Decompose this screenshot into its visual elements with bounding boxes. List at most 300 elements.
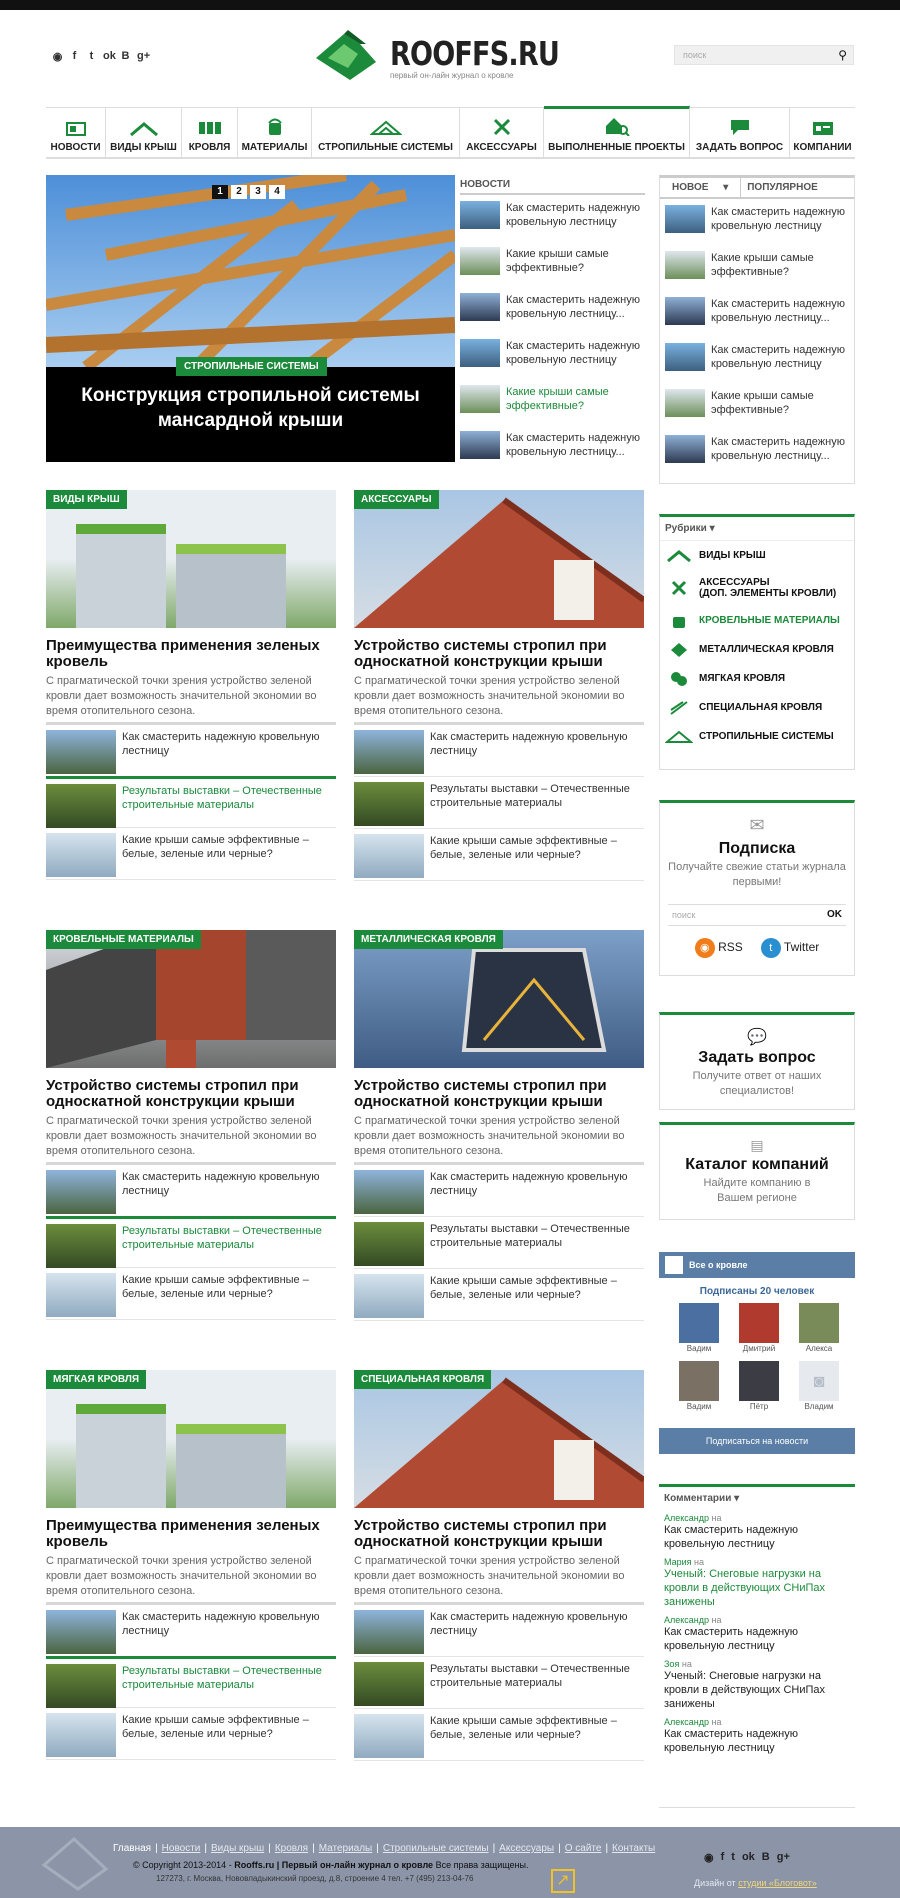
tab-new[interactable] bbox=[660, 178, 741, 197]
facebook-icon[interactable]: f bbox=[72, 50, 77, 62]
social-links bbox=[52, 50, 151, 63]
article-title[interactable]: Устройство системы стропил при односкатной конструкции крыши bbox=[354, 1517, 607, 1550]
related-item[interactable] bbox=[354, 1269, 644, 1321]
comment-author[interactable]: Александр bbox=[664, 1513, 710, 1523]
news-item-text: Как смастерить надежную кровельную лестницу bbox=[506, 202, 640, 228]
footer-separator: | bbox=[492, 1843, 496, 1854]
slider-page[interactable]: 3 bbox=[250, 185, 266, 199]
metal-icon bbox=[665, 641, 693, 659]
footer-link[interactable]: Аксессуары bbox=[499, 1843, 555, 1854]
footer-link[interactable]: Материалы bbox=[318, 1843, 373, 1854]
related-item[interactable] bbox=[46, 1165, 336, 1217]
article-image[interactable] bbox=[46, 930, 336, 1068]
related-item[interactable] bbox=[46, 1268, 336, 1320]
slider-caption[interactable]: Конструкция стропильной системы мансардной крыши bbox=[81, 385, 420, 431]
list-item[interactable] bbox=[660, 429, 854, 475]
article-category[interactable]: КРОВЕЛЬНЫЕ МАТЕРИАЛЫ bbox=[46, 930, 201, 949]
rubric-item[interactable] bbox=[660, 570, 854, 606]
avatar bbox=[739, 1361, 779, 1401]
odnoklassniki-icon[interactable]: ok bbox=[741, 1851, 755, 1863]
nav-item-accessories[interactable] bbox=[460, 108, 544, 157]
tab-item-text: Как смастерить надежную кровельную лестницу bbox=[711, 206, 845, 232]
rubric-label: АКСЕССУАРЫ bbox=[699, 577, 770, 588]
comment-post[interactable]: Ученый: Снеговые нагрузки на кровли в действующих СНиПах занижены bbox=[664, 1568, 826, 1608]
copyright-prefix: © Copyright 2013-2014 - bbox=[133, 1860, 232, 1870]
chat-icon bbox=[729, 118, 751, 136]
thumbnail bbox=[354, 1170, 424, 1214]
related-text: Результаты выставки – Отечественные строительные материалы bbox=[122, 1225, 322, 1251]
comment-post[interactable]: Как смастерить надежную кровельную лестницу bbox=[664, 1728, 798, 1754]
rubric-label-sub: (ДОП. ЭЛЕМЕНТЫ КРОВЛИ) bbox=[699, 588, 837, 599]
subscribe-form bbox=[668, 904, 846, 926]
comment-meta bbox=[664, 1557, 850, 1567]
envelope-icon: ✉ bbox=[749, 815, 765, 835]
tab-item-text: Как смастерить надежную кровельную лестницу bbox=[711, 344, 845, 370]
comment-item[interactable] bbox=[659, 1714, 855, 1758]
catalog-title: Каталог компаний bbox=[685, 1156, 829, 1173]
related-item[interactable] bbox=[46, 1605, 336, 1657]
copyright-tagline: Первый он-лайн журнал о кровле bbox=[281, 1860, 434, 1870]
comment-on: на bbox=[711, 1615, 722, 1625]
subscribe-title: Подписка bbox=[718, 840, 796, 857]
related-text: Как смастерить надежную кровельную лестницу bbox=[430, 731, 628, 757]
subscribe-email-input[interactable]: поиск bbox=[672, 910, 696, 920]
comment-on: на bbox=[681, 1659, 692, 1669]
comment-author[interactable]: Александр bbox=[664, 1717, 710, 1727]
nav-item-news[interactable] bbox=[46, 108, 106, 157]
green-roof-photo bbox=[46, 490, 336, 628]
related-item[interactable] bbox=[354, 829, 644, 881]
nav-item-companies[interactable] bbox=[790, 108, 855, 157]
thumbnail bbox=[46, 730, 116, 774]
list-item[interactable] bbox=[460, 425, 645, 471]
thumbnail bbox=[46, 1610, 116, 1654]
thumbnail bbox=[46, 1273, 116, 1317]
comment-item[interactable] bbox=[659, 1510, 855, 1554]
feed-links bbox=[660, 938, 854, 958]
footer-separator: | bbox=[268, 1843, 271, 1854]
related-text: Результаты выставки – Отечественные строительные материалы bbox=[430, 1663, 630, 1689]
vk-member-name: Владим bbox=[804, 1402, 834, 1411]
related-text: Какие крыши самые эффективные – белые, зеленые или черные? bbox=[122, 1274, 309, 1300]
thumbnail bbox=[46, 833, 116, 877]
rubric-label: СПЕЦИАЛЬНАЯ КРОВЛЯ bbox=[699, 702, 823, 713]
subscribe-subtitle: Получайте свежие статьи журнала первыми! bbox=[668, 861, 846, 888]
odnoklassniki-icon[interactable]: ok bbox=[103, 50, 116, 62]
related-item[interactable] bbox=[46, 1216, 336, 1268]
rss-icon[interactable]: ◉ bbox=[704, 1852, 714, 1864]
related-item[interactable] bbox=[46, 828, 336, 880]
nav-item-ask-question[interactable] bbox=[690, 108, 790, 157]
vk-subscriber-count: Подписаны 20 человек bbox=[699, 1286, 815, 1297]
chevron-down-icon: ▾ bbox=[734, 1493, 740, 1504]
article-excerpt: С прагматической точки зрения устройство зеленой кровли дает возможность значительной экономии во время отопительного сезона. bbox=[46, 1554, 336, 1605]
rubric-label: ВИДЫ КРЫШ bbox=[699, 550, 766, 561]
list-item[interactable] bbox=[660, 337, 854, 383]
comments-heading bbox=[659, 1487, 855, 1510]
footer-separator: | bbox=[605, 1843, 609, 1854]
footer-logo-icon[interactable] bbox=[40, 1833, 110, 1891]
bucket-icon bbox=[266, 118, 284, 136]
logo-tagline: первый он-лайн журнал о кровле bbox=[390, 71, 514, 80]
google-plus-icon[interactable]: g+ bbox=[137, 50, 151, 62]
comment-on: на bbox=[711, 1717, 722, 1727]
vk-member-name: Алекса bbox=[805, 1344, 833, 1353]
article-excerpt: С прагматической точки зрения устройство зеленой кровли дает возможность значительной экономии во время отопительного сезона. bbox=[46, 674, 336, 725]
nav-item-rafter-systems[interactable] bbox=[312, 108, 460, 157]
rubric-label: КРОВЕЛЬНЫЕ МАТЕРИАЛЫ bbox=[699, 615, 840, 626]
tiles-icon bbox=[198, 120, 222, 136]
vk-member[interactable] bbox=[789, 1303, 849, 1361]
slider-pagination bbox=[212, 185, 285, 199]
green-roof-photo bbox=[46, 1370, 336, 1508]
vk-group-name: Все о кровле bbox=[689, 1260, 748, 1270]
thumbnail bbox=[46, 1713, 116, 1757]
google-plus-icon[interactable]: g+ bbox=[776, 1851, 790, 1863]
footer-link[interactable]: Контакты bbox=[612, 1843, 656, 1854]
search-icon[interactable]: ⚲ bbox=[838, 48, 847, 62]
list-item[interactable] bbox=[660, 245, 854, 291]
comment-meta bbox=[664, 1513, 850, 1523]
search-input[interactable]: поиск bbox=[683, 50, 707, 60]
thumbnail bbox=[665, 297, 705, 325]
rubrics-heading bbox=[660, 517, 854, 541]
related-text: Результаты выставки – Отечественные строительные материалы bbox=[430, 1223, 630, 1249]
vk-member[interactable] bbox=[789, 1361, 849, 1419]
camera-icon: ◙ bbox=[799, 1361, 839, 1401]
nav-label: КРОВЛЯ bbox=[188, 142, 231, 153]
article-title[interactable]: Устройство системы стропил при односкатной конструкции крыши bbox=[46, 1077, 299, 1110]
vk-icon[interactable]: B bbox=[761, 1851, 770, 1863]
footer-link-home[interactable]: Главная bbox=[113, 1843, 152, 1854]
comment-post[interactable]: Как смастерить надежную кровельную лестницу bbox=[664, 1626, 798, 1652]
tools-icon bbox=[493, 118, 511, 136]
id-card-icon bbox=[812, 120, 834, 136]
related-item[interactable] bbox=[46, 725, 336, 777]
comment-post[interactable]: Ученый: Снеговые нагрузки на кровли в действующих СНиПах занижены bbox=[664, 1670, 826, 1710]
vk-member[interactable] bbox=[669, 1361, 729, 1419]
thumbnail bbox=[665, 251, 705, 279]
rubric-item[interactable] bbox=[660, 693, 854, 722]
list-item[interactable] bbox=[660, 291, 854, 337]
article-card[interactable] bbox=[46, 930, 336, 1320]
related-text: Результаты выставки – Отечественные строительные материалы bbox=[122, 785, 322, 811]
copyright-site: Rooffs.ru bbox=[234, 1860, 275, 1870]
logo-house-icon bbox=[314, 30, 378, 82]
related-item[interactable] bbox=[354, 777, 644, 829]
nav-item-roof-types[interactable] bbox=[106, 108, 182, 157]
news-item-text: Какие крыши самые эффективные? bbox=[506, 248, 609, 274]
shingle-icon bbox=[665, 670, 693, 688]
vk-icon[interactable]: B bbox=[121, 50, 130, 62]
twitter-label: Twitter bbox=[783, 940, 820, 955]
news-icon bbox=[66, 122, 86, 136]
article-title[interactable]: Преимущества применения зеленых кровель bbox=[46, 637, 320, 670]
related-text: Какие крыши самые эффективные – белые, зеленые или черные? bbox=[430, 1275, 617, 1301]
article-title[interactable]: Преимущества применения зеленых кровель bbox=[46, 1517, 320, 1550]
comment-author[interactable]: Александр bbox=[664, 1615, 710, 1625]
slider-image bbox=[46, 175, 455, 367]
related-item[interactable] bbox=[354, 1165, 644, 1217]
vk-group-avatar bbox=[665, 1256, 683, 1274]
footer-link[interactable]: О сайте bbox=[564, 1843, 602, 1854]
thumbnail bbox=[354, 1610, 424, 1654]
roof-icon bbox=[129, 122, 159, 136]
slider-page[interactable]: 2 bbox=[231, 185, 247, 199]
slider-page[interactable]: 4 bbox=[269, 185, 285, 199]
twitter-link[interactable] bbox=[761, 938, 819, 958]
twitter-icon[interactable]: t bbox=[731, 1851, 735, 1863]
article-image[interactable] bbox=[46, 1370, 336, 1508]
vk-members bbox=[659, 1303, 855, 1419]
rss-icon[interactable]: ◉ bbox=[52, 51, 63, 63]
rubric-item[interactable] bbox=[660, 722, 854, 751]
thumbnail bbox=[460, 385, 500, 413]
thumbnail bbox=[665, 389, 705, 417]
company-catalog-widget[interactable] bbox=[659, 1122, 855, 1220]
thumbnail bbox=[354, 1714, 424, 1758]
slider-page[interactable]: 1 bbox=[212, 185, 228, 199]
related-text: Как смастерить надежную кровельную лестницу bbox=[430, 1171, 628, 1197]
search-box[interactable] bbox=[674, 45, 854, 65]
comment-author[interactable]: Мария bbox=[664, 1557, 692, 1567]
tab-item-text: Как смастерить надежную кровельную лестницу... bbox=[711, 298, 845, 324]
news-item-text: Какие крыши самые эффективные? bbox=[506, 386, 609, 412]
related-item[interactable] bbox=[46, 776, 336, 828]
related-item[interactable] bbox=[354, 1709, 644, 1761]
related-text: Какие крыши самые эффективные – белые, зеленые или черные? bbox=[430, 835, 617, 861]
thumbnail bbox=[460, 339, 500, 367]
related-item[interactable] bbox=[354, 1217, 644, 1269]
tab-item-text: Какие крыши самые эффективные? bbox=[711, 390, 814, 416]
tab-popular[interactable]: ПОПУЛЯРНОЕ bbox=[747, 182, 818, 193]
article-image[interactable] bbox=[46, 490, 336, 628]
slider-category[interactable]: СТРОПИЛЬНЫЕ СИСТЕМЫ bbox=[176, 357, 327, 376]
news-item-text: Как смастерить надежную кровельную лестницу bbox=[506, 340, 640, 366]
related-text: Какие крыши самые эффективные – белые, зеленые или черные? bbox=[122, 1714, 309, 1740]
related-text: Как смастерить надежную кровельную лестницу bbox=[122, 731, 320, 757]
list-item[interactable] bbox=[460, 287, 645, 333]
related-item[interactable] bbox=[354, 1657, 644, 1709]
facebook-icon[interactable]: f bbox=[720, 1851, 725, 1863]
footer-links bbox=[113, 1843, 655, 1854]
ask-title: Задать вопрос bbox=[698, 1049, 816, 1066]
footer-link[interactable]: Виды крыш bbox=[211, 1843, 265, 1854]
chevron-down-icon: ▾ bbox=[723, 182, 729, 193]
thumbnail bbox=[354, 782, 424, 826]
vk-member[interactable] bbox=[729, 1303, 789, 1361]
article-category[interactable]: ВИДЫ КРЫШ bbox=[46, 490, 127, 509]
logo-name: ROOFFS.RU bbox=[390, 34, 560, 73]
thumbnail bbox=[46, 784, 116, 828]
footer-copyright bbox=[133, 1860, 529, 1870]
related-text: Какие крыши самые эффективные – белые, зеленые или черные? bbox=[122, 834, 309, 860]
thumbnail bbox=[46, 1170, 116, 1214]
news-item-text: Как смастерить надежную кровельную лестницу... bbox=[506, 294, 640, 320]
list-item[interactable] bbox=[660, 199, 854, 245]
main-nav bbox=[46, 107, 855, 159]
rafter-icon bbox=[370, 120, 402, 136]
comment-post[interactable]: Как смастерить надежную кровельную лестницу bbox=[664, 1524, 798, 1550]
house-search-icon bbox=[604, 116, 630, 136]
roof-materials-photo bbox=[46, 930, 336, 1068]
chat-icon: 💬 bbox=[747, 1029, 767, 1046]
nav-label: КОМПАНИИ bbox=[793, 142, 852, 153]
vk-subscribe-button[interactable]: Подписаться на новости bbox=[659, 1428, 855, 1454]
nav-item-completed-projects[interactable] bbox=[544, 106, 690, 157]
article-card[interactable] bbox=[354, 930, 644, 1321]
rubric-item[interactable] bbox=[660, 664, 854, 693]
comment-meta bbox=[664, 1659, 850, 1669]
related-item[interactable] bbox=[46, 1656, 336, 1708]
tabs-header bbox=[660, 178, 854, 199]
copyright-sep: | bbox=[276, 1860, 280, 1870]
scroll-top-arrow-icon[interactable]: ↗ bbox=[551, 1869, 575, 1893]
vk-member-name: Пётр bbox=[749, 1402, 769, 1411]
nav-label: АКСЕССУАРЫ bbox=[466, 142, 537, 153]
related-text: Результаты выставки – Отечественные строительные материалы bbox=[430, 783, 630, 809]
list-item[interactable] bbox=[460, 195, 645, 241]
rss-label: RSS bbox=[718, 940, 743, 955]
roof-icon bbox=[665, 547, 693, 565]
related-item[interactable] bbox=[46, 1708, 336, 1760]
vk-member-name: Дмитрий bbox=[742, 1344, 776, 1353]
subscribe-widget bbox=[659, 800, 855, 976]
avatar bbox=[739, 1303, 779, 1343]
design-prefix: Дизайн от bbox=[694, 1878, 736, 1888]
avatar bbox=[679, 1303, 719, 1343]
nav-label: ВИДЫ КРЫШ bbox=[110, 142, 177, 153]
footer-separator: | bbox=[558, 1843, 561, 1854]
rss-icon: ◉ bbox=[695, 938, 715, 958]
thumbnail bbox=[665, 343, 705, 371]
avatar bbox=[679, 1361, 719, 1401]
rubrics-title: Рубрики bbox=[665, 523, 707, 534]
tools-icon bbox=[665, 579, 693, 597]
vk-member[interactable] bbox=[669, 1303, 729, 1361]
design-studio-link[interactable]: студии «Блоговот» bbox=[738, 1878, 817, 1888]
footer-design-credit bbox=[694, 1878, 817, 1888]
article-image[interactable] bbox=[354, 1370, 644, 1508]
nav-item-materials[interactable] bbox=[238, 108, 312, 157]
tab-item-text: Какие крыши самые эффективные? bbox=[711, 252, 814, 278]
article-card[interactable] bbox=[46, 1370, 336, 1760]
ask-question-widget[interactable] bbox=[659, 1012, 855, 1110]
news-heading: НОВОСТИ bbox=[460, 175, 645, 195]
metal-roof-photo bbox=[354, 930, 644, 1068]
nav-label: ВЫПОЛНЕННЫЕ ПРОЕКТЫ bbox=[548, 142, 685, 153]
rubric-item[interactable] bbox=[660, 606, 854, 635]
article-card[interactable] bbox=[354, 1370, 644, 1761]
thumbnail bbox=[354, 1222, 424, 1266]
article-card[interactable] bbox=[46, 490, 336, 880]
featured-slider[interactable] bbox=[46, 175, 455, 462]
footer-separator: | bbox=[155, 1843, 158, 1854]
rubric-label: МЯГКАЯ КРОВЛЯ bbox=[699, 673, 786, 684]
article-excerpt: С прагматической точки зрения устройство зеленой кровли дает возможность значительной экономии во время отопительного сезона. bbox=[46, 1114, 336, 1165]
tabbed-posts bbox=[659, 175, 855, 484]
list-item[interactable] bbox=[660, 383, 854, 429]
thumbnail bbox=[665, 205, 705, 233]
comment-item[interactable] bbox=[659, 1612, 855, 1656]
footer-link[interactable]: Кровля bbox=[274, 1843, 309, 1854]
vk-header[interactable] bbox=[659, 1252, 855, 1278]
article-card[interactable] bbox=[354, 490, 644, 881]
rubric-item[interactable] bbox=[660, 635, 854, 664]
list-item[interactable] bbox=[460, 379, 645, 425]
nav-label: НОВОСТИ bbox=[50, 142, 101, 153]
footer-link[interactable]: Стропильные системы bbox=[382, 1843, 489, 1854]
related-item[interactable] bbox=[354, 725, 644, 777]
article-category[interactable]: МЯГКАЯ КРОВЛЯ bbox=[46, 1370, 146, 1389]
thumbnail bbox=[460, 431, 500, 459]
related-text: Какие крыши самые эффективные – белые, зеленые или черные? bbox=[430, 1715, 617, 1741]
nav-item-roofing[interactable] bbox=[182, 108, 238, 157]
comments-title: Комментарии bbox=[664, 1493, 732, 1504]
rubric-item[interactable] bbox=[660, 541, 854, 570]
thumbnail bbox=[460, 293, 500, 321]
twitter-icon[interactable]: t bbox=[89, 50, 94, 62]
comment-item[interactable] bbox=[659, 1554, 855, 1612]
thumbnail bbox=[354, 834, 424, 878]
twitter-icon: t bbox=[761, 938, 781, 958]
rubrics-widget bbox=[659, 514, 855, 770]
article-category[interactable]: АКСЕССУАРЫ bbox=[354, 490, 439, 509]
article-category[interactable]: МЕТАЛЛИЧЕСКАЯ КРОВЛЯ bbox=[354, 930, 503, 949]
vk-member-name: Вадим bbox=[686, 1402, 712, 1411]
footer-link[interactable]: Новости bbox=[161, 1843, 201, 1854]
footer-address: 127273, г. Москва, Нововладыкинский проезд, д.8, строение 4 тел. +7 (495) 213-04-76 bbox=[156, 1874, 474, 1883]
ask-subtitle: Получите ответ от наших специалистов! bbox=[692, 1070, 822, 1097]
tiled-roof-photo bbox=[354, 1370, 644, 1508]
vk-widget bbox=[659, 1252, 855, 1454]
related-item[interactable] bbox=[354, 1605, 644, 1657]
nav-label: СТРОПИЛЬНЫЕ СИСТЕМЫ bbox=[318, 142, 453, 153]
article-title[interactable]: Устройство системы стропил при односкатной конструкции крыши bbox=[354, 1077, 607, 1110]
chevron-down-icon: ▾ bbox=[709, 523, 715, 534]
rafter-icon bbox=[665, 728, 693, 746]
related-text: Как смастерить надежную кровельную лестницу bbox=[122, 1611, 320, 1637]
nav-label: ЗАДАТЬ ВОПРОС bbox=[695, 142, 784, 153]
thumbnail bbox=[354, 1274, 424, 1318]
article-excerpt: С прагматической точки зрения устройство зеленой кровли дает возможность значительной экономии во время отопительного сезона. bbox=[354, 1554, 644, 1605]
thumbnail bbox=[354, 1662, 424, 1706]
footer-separator: | bbox=[376, 1843, 379, 1854]
rss-link[interactable] bbox=[695, 938, 743, 958]
list-item[interactable] bbox=[460, 241, 645, 287]
subscribe-ok-button[interactable]: OK bbox=[827, 909, 842, 920]
article-image[interactable] bbox=[354, 930, 644, 1068]
site-logo[interactable] bbox=[314, 30, 574, 86]
comment-meta bbox=[664, 1717, 850, 1727]
article-excerpt: С прагматической точки зрения устройство зеленой кровли дает возможность значительной экономии во время отопительного сезона. bbox=[354, 674, 644, 725]
article-category[interactable]: СПЕЦИАЛЬНАЯ КРОВЛЯ bbox=[354, 1370, 491, 1389]
article-image[interactable] bbox=[354, 490, 644, 628]
comment-item[interactable] bbox=[659, 1656, 855, 1714]
vk-member[interactable] bbox=[729, 1361, 789, 1419]
copyright-rights: Все права защищены. bbox=[435, 1860, 529, 1870]
bucket-icon bbox=[665, 612, 693, 630]
related-text: Результаты выставки – Отечественные строительные материалы bbox=[122, 1665, 322, 1691]
article-title[interactable]: Устройство системы стропил при односкатной конструкции крыши bbox=[354, 637, 607, 670]
list-item[interactable] bbox=[460, 333, 645, 379]
comment-author[interactable]: Зоя bbox=[664, 1659, 680, 1669]
news-list bbox=[460, 175, 645, 471]
id-card-icon: ▤ bbox=[750, 1137, 764, 1153]
special-roof-icon bbox=[665, 699, 693, 717]
thumbnail bbox=[354, 730, 424, 774]
vk-member-name: Вадим bbox=[686, 1344, 712, 1353]
